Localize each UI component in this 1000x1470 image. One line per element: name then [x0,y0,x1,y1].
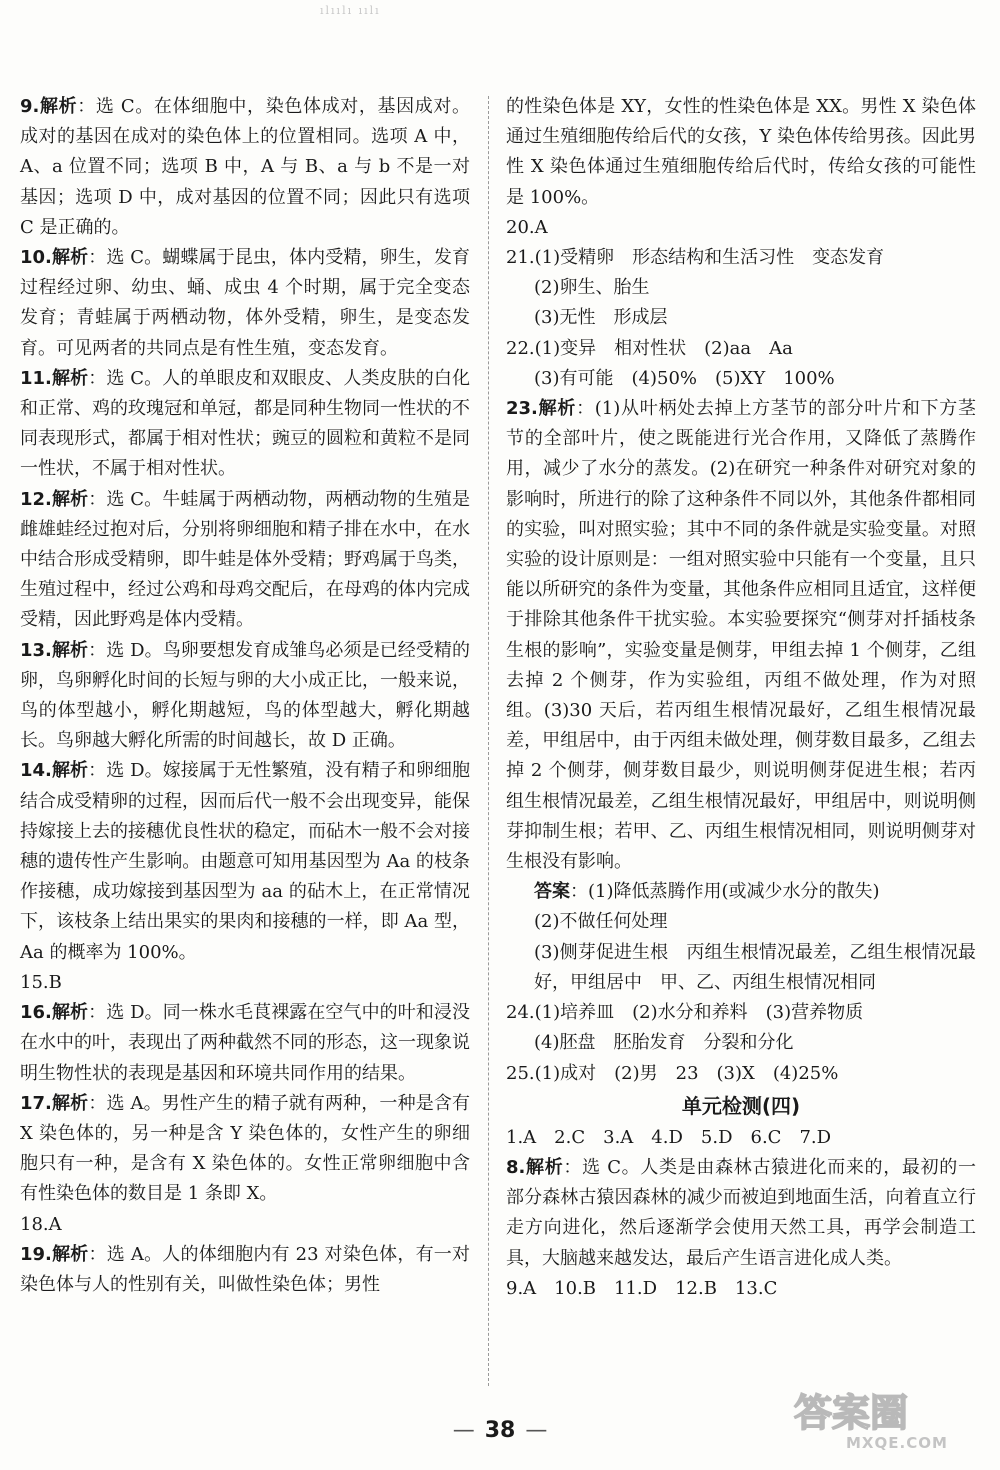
answer-item-24: 24.(1)培养皿 (2)水分和养料 (3)营养物质 [506,1002,864,1024]
footer-dash-left: — [452,1418,475,1443]
left-column [20,92,470,1300]
answer-item-22: 22.(1)变异 相对性状 (2)aa Aa [506,337,793,359]
answer-item-20: 20.A [506,216,548,238]
answer-item-16: 16.解析：选 D。同一株水毛茛裸露在空气中的叶和浸没在水中的叶，表现出了两种截然不同的形态，这一现象说明生物性状的表现是基因和环境共同作用的结果。 [20,1002,471,1084]
answer-item-13: 13.解析：选 D。鸟卵要想发育成雏鸟必须是已经受精的卵，鸟卵孵化时间的长短与卵的大小成正比，一般来说，鸟的体型越小，孵化期越短，鸟的体型越大，孵化期越长。鸟卵越大孵化所需的时间越长，故 D 正确。 [20,639,471,752]
answer-item-24-4: (4)胚盘 胚胎发育 分裂和分化 [534,1032,794,1054]
answer-item-18: 18.A [20,1213,62,1235]
answer-key-23: 答案：(1)降低蒸腾作用(或减少水分的散失) [534,881,880,903]
section-title: 单元检测(四) [681,1093,801,1118]
watermark-text: 答案圈 [794,1391,909,1435]
watermark-sub: MXQE.COM [846,1434,948,1452]
page-number: 38 [484,1418,516,1443]
answer-item-22-3: (3)有可能 (4)50% (5)XY 100% [534,367,835,389]
answer-item-14: 14.解析：选 D。嫁接属于无性繁殖，没有精子和卵细胞结合成受精卵的过程，因而后代一般不会出现变异，能保持嫁接上去的接穗优良性状的稳定，而砧木一般不会对接穗的遗传性产生影响。由题意可知用基因型为 Aa 的枝条作接穗，成功嫁接到基因型为 aa 的砧木上，在正常情况下，该枝条上结出果实的果肉和接穗的一样，即 Aa 型，Aa 的概率为 100%。 [20,760,471,963]
footer-dash-right: — [525,1418,548,1443]
watermark-logo [786,1384,986,1454]
unit-answers-1-7: 1.A 2.C 3.A 4.D 5.D 6.C 7.D [506,1126,832,1148]
answer-item-11: 11.解析：选 C。人的单眼皮和双眼皮、人类皮肤的白化和正常、鸡的玫瑰冠和单冠，都是同种生物同一性状的不同表现形式，都属于相对性状；豌豆的圆粒和黄粒不是同一性状，不属于相对性状。 [20,367,470,480]
answer-item-25: 25.(1)成对 (2)男 23 (3)X (4)25% [506,1062,839,1084]
answer-item-15: 15.B [20,971,62,993]
right-column [506,92,976,1304]
answer-item-12: 12.解析：选 C。牛蛙属于两栖动物，两栖动物的生殖是雌雄蛙经过抱对后，分别将卵细胞和精子排在水中，在水中结合形成受精卵，即牛蛙是体外受精；野鸡属于鸟类，生殖过程中，经过公鸡和母鸡交配后，在母鸡的体内完成受精，因此野鸡是体内受精。 [20,488,470,631]
answer-item-21-2: (2)卵生、胎生 [534,277,650,299]
answer-item-21: 21.(1)受精卵 形态结构和生活习性 变态发育 [506,247,885,269]
unit-answers-9-13: 9.A 10.B 11.D 12.B 13.C [506,1277,778,1299]
answer-item-17: 17.解析：选 A。男性产生的精子就有两种，一种是含有 X 染色体的，另一种是含 Y 染色体的，女性产生的卵细胞只有一种，是含有 X 染色体的。女性正常卵细胞中含有性染色体的数目是 1 条即 X。 [20,1092,470,1205]
header-smudge: ılıılı ıılı [320,4,381,17]
answer-item-21-3: (3)无性 形成层 [534,307,668,329]
answer-key-23-2: (2)不做任何处理 [534,911,668,933]
answer-item-10: 10.解析：选 C。蝴蝶属于昆虫，体内受精，卵生，发育过程经过卵、幼虫、蛹、成虫 4 个时期，属于完全变态发育；青蛙属于两栖动物，体外受精，卵生，是变态发育。可见两者的共同点是有性生殖，变态发育。 [20,247,470,359]
answer-item-23: 23.解析：(1)从叶柄处去掉上方茎节的部分叶片和下方茎节的全部叶片，使之既能进行光合作用，又降低了蒸腾作用，减少了水分的蒸发。(2)在研究一种条件对研究对象的影响时，所进行的除了这种条件不同以外，其他条件都相同的实验，叫对照实验；其中不同的条件就是实验变量。对照实验的设计原则是：一组对照实验中只能有一个变量，且只能以所研究的条件为变量，其他条件应相同且适宜，这样便于排除其他条件干扰实验。本实验要探究“侧芽对扦插枝条生根的影响”，实验变量是侧芽，甲组去掉 1 个侧芽，乙组去掉 2 个侧芽，作为实验组，丙组不做处理，作为对照组。(3)30 天后，若丙组生根情况最好，乙组生根情况最差，甲组居中，由于丙组未做处理，侧芽数目最多，乙组去掉 2 个侧芽，侧芽数目最少，则说明侧芽促进生根；若丙组生根情况最差，乙组生根情况最好，甲组居中，则说明侧芽抑制生根；若甲、乙、丙组生根情况相同，则说明侧芽对生根没有影响。 [506,398,977,873]
answer-item-9: 9.解析：选 C。在体细胞中，染色体成对，基因成对。成对的基因在成对的染色体上的位置相同。选项 A 中，A、a 位置不同；选项 B 中，A 与 B、a 与 b 不是一对基因；选项 D 中，成对基因的位置不同；因此只有选项 C 是正确的。 [20,96,470,238]
answer-item-19: 19.解析：选 A。人的体细胞内有 23 对染色体，有一对染色体与人的性别有关，叫做性染色体；男性 [20,1243,470,1295]
unit-answer-item-8: 8.解析：选 C。人类是由森林古猿进化而来的，最初的一部分森林古猿因森林的减少而被迫到地面生活，向着直立行走方向进化，然后逐渐学会使用天然工具，再学会制造工具，大脑越来越发达，最后产生语言进化成人类。 [506,1156,976,1269]
answer-key-23-3: (3)侧芽促进生根 丙组生根情况最差，乙组生根情况最好，甲组居中 甲、乙、丙组生根情况相同 [534,941,976,993]
column-divider [488,96,489,1386]
answer-item-19-cont: 的性染色体是 XY，女性的性染色体是 XX。男性 X 染色体通过生殖细胞传给后代的女孩，Y 染色体传给男孩。因此男性 X 染色体通过生殖细胞传给后代时，传给女孩的可能性是 100%。 [506,96,976,208]
